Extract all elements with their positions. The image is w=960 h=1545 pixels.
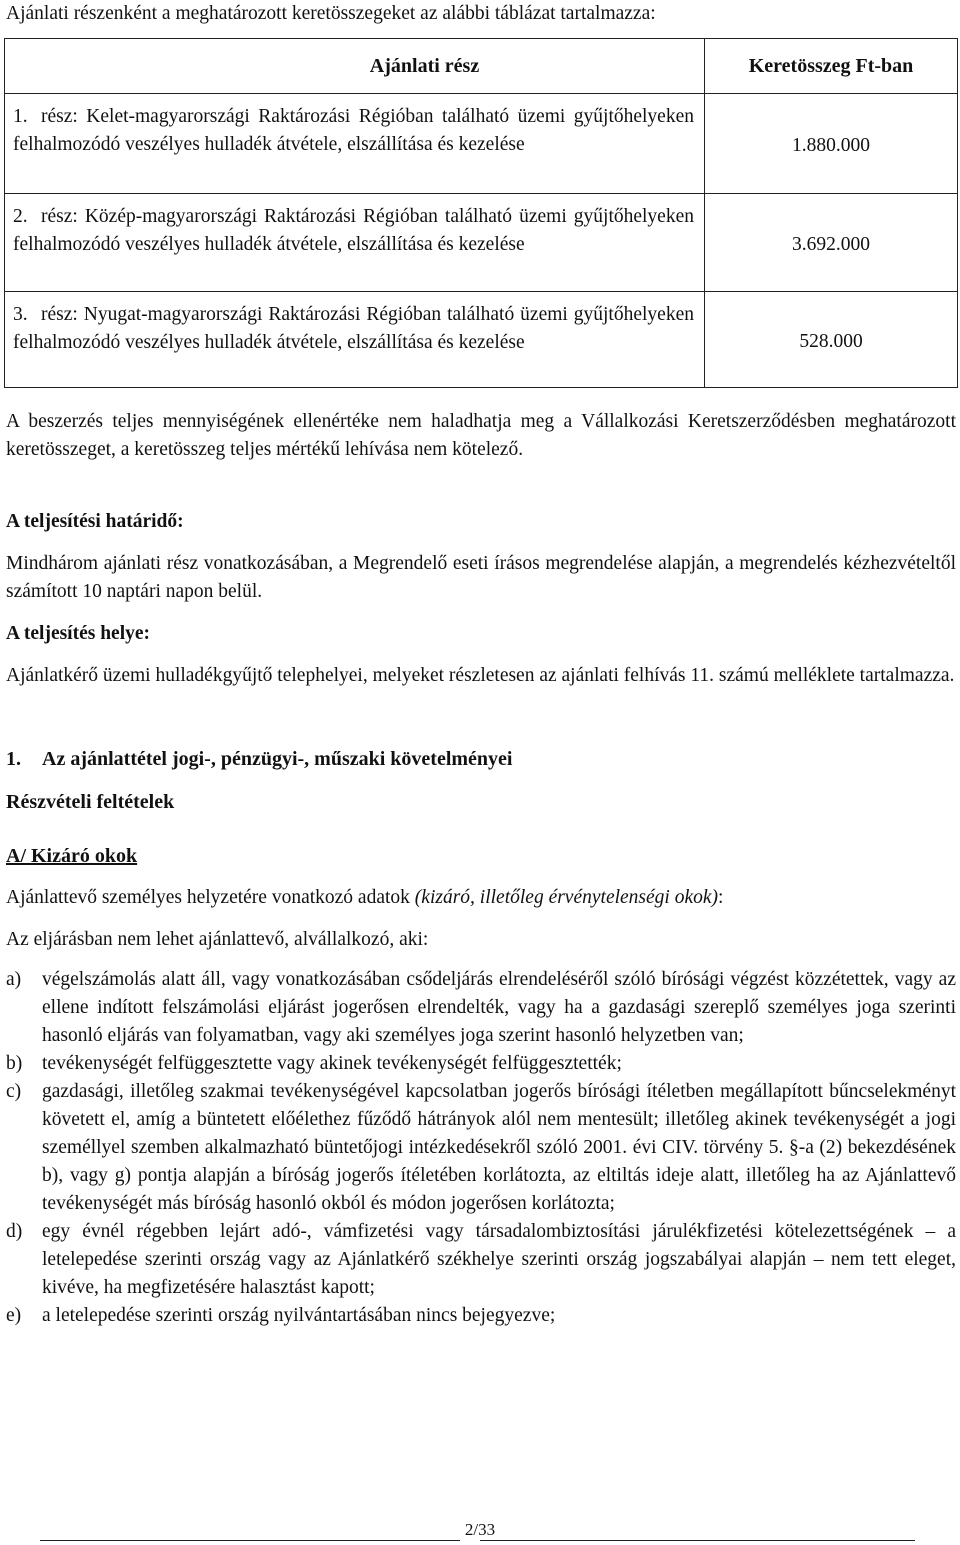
personal-tail: :	[718, 887, 724, 908]
table-row	[5, 94, 958, 194]
list-item	[6, 1302, 956, 1330]
list-item	[6, 1218, 956, 1302]
place-text: Ajánlatkérő üzemi hulladékgyűjtő telephelyei, melyeket részletesen az ajánlati felhívás 11. számú melléklete tartalmazza.	[6, 665, 955, 686]
item-mark: e)	[6, 1305, 22, 1326]
table-row	[5, 194, 958, 292]
cannot-be-line: Az eljárásban nem lehet ajánlattevő, alvállalkozó, aki:	[6, 929, 429, 950]
lot-text: rész: Kelet-magyarországi Raktározási Régióban található üzemi gyűjtőhelyeken felhalmozódó veszélyes hulladék átvétele, elszállítása és kezelése	[13, 106, 694, 155]
personal-italic: (kizáró, illetőleg érvénytelenségi okok)	[414, 887, 719, 908]
lot-description	[5, 292, 705, 388]
intro-text: Ajánlati részenként a meghatározott keretösszegeket az alábbi táblázat tartalmazza:	[6, 3, 656, 24]
lot-number: 1.	[13, 106, 28, 127]
item-text: végelszámolás alatt áll, vagy vonatkozásában csődeljárás elrendeléséről szóló bírósági végzést közzétettek, vagy az ellene indított felszámolási eljárást jogerősen elrendelték, vagy ha a gazdasági szereplő személyes joga szerinti hasonló eljárás van folyamatban, vagy aki személyes joga szerint hasonló helyzetben van;	[42, 969, 956, 1046]
table-header-row	[5, 39, 958, 94]
participation-heading: Részvételi feltételek	[6, 791, 175, 813]
lot-number: 2.	[13, 206, 28, 227]
lot-amount: 528.000	[705, 292, 958, 388]
item-text: tevékenységét felfüggesztette vagy akinek tevékenységét felfüggesztették;	[42, 1053, 622, 1074]
lot-text: rész: Közép-magyarországi Raktározási Régióban található üzemi gyűjtőhelyeken felhalmozódó veszélyes hulladék átvétele, elszállítása és kezelése	[13, 206, 694, 255]
footer-rule-left	[40, 1540, 460, 1541]
lots-table	[4, 38, 958, 388]
item-mark: c)	[6, 1081, 22, 1102]
list-item	[6, 966, 956, 1050]
table-row	[5, 292, 958, 388]
lot-description	[5, 194, 705, 292]
exclusion-list	[6, 966, 956, 1330]
header-part: Ajánlati rész	[5, 39, 705, 94]
exclusion-heading: A/ Kizáró okok	[6, 845, 138, 867]
item-text: egy évnél régebben lejárt adó-, vámfizetési vagy társadalombiztosítási járulékfizetési kötelezettségének – a letelepedése szerinti ország vagy az Ajánlatkérő székhelye szerinti ország jogszabályai alapján – nem tett eleget, kivéve, ha megfizetésére halasztást kapott;	[42, 1221, 956, 1298]
header-amount: Keretösszeg Ft-ban	[705, 39, 958, 94]
list-item	[6, 1078, 956, 1218]
section-number: 1.	[6, 748, 21, 770]
footer-rule-right	[480, 1540, 915, 1541]
list-item	[6, 1050, 956, 1078]
lot-text: rész: Nyugat-magyarországi Raktározási Régióban található üzemi gyűjtőhelyeken felhalmozódó veszélyes hulladék átvétele, elszállítása és kezelése	[13, 304, 694, 353]
item-mark: a)	[6, 969, 22, 990]
personal-situation-line	[6, 884, 956, 912]
item-text: a letelepedése szerinti ország nyilvántartásában nincs bejegyezve;	[42, 1305, 556, 1326]
total-paragraph: A beszerzés teljes mennyiségének ellenértéke nem haladhatja meg a Vállalkozási Keretszerződésben meghatározott keretösszeget, a keretösszeg teljes mértékű lehívása nem kötelező.	[6, 411, 956, 460]
personal-lead: Ajánlattevő személyes helyzetére vonatkozó adatok	[6, 887, 415, 908]
lot-amount: 3.692.000	[705, 194, 958, 292]
deadline-text: Mindhárom ajánlati rész vonatkozásában, a Megrendelő eseti írásos megrendelése alapján, a megrendelés kézhezvételtől számított 10 naptári napon belül.	[6, 553, 956, 602]
lot-description	[5, 94, 705, 194]
deadline-heading: A teljesítési határidő:	[6, 511, 184, 532]
lot-number: 3.	[13, 304, 28, 325]
item-mark: b)	[6, 1053, 23, 1074]
place-heading: A teljesítés helye:	[6, 623, 151, 644]
lot-amount: 1.880.000	[705, 94, 958, 194]
item-mark: d)	[6, 1221, 23, 1242]
section-heading	[6, 745, 512, 773]
item-text: gazdasági, illetőleg szakmai tevékenységével kapcsolatban jogerős bírósági ítéletben megállapított bűncselekményt követett el, amíg a büntetett előélethez fűződő hátrányok alól nem mentesült; illetőleg akinek tevékenységét a jogi személlyel szemben alkalmazható büntetőjogi intézkedésekről szóló 2001. évi CIV. törvény 5. §-a (2) bekezdésének b), vagy g) pontja alapján a bíróság jogerős ítéletében korlátozta, az eltiltás ideje alatt, illetőleg ha az Ajánlattevő tevékenységét más bíróság hasonló okból és módon jogerősen korlátozta;	[42, 1081, 956, 1214]
section-title: Az ajánlattétel jogi-, pénzügyi-, műszaki követelményei	[42, 748, 513, 770]
page-number: 2/33	[464, 1520, 496, 1539]
